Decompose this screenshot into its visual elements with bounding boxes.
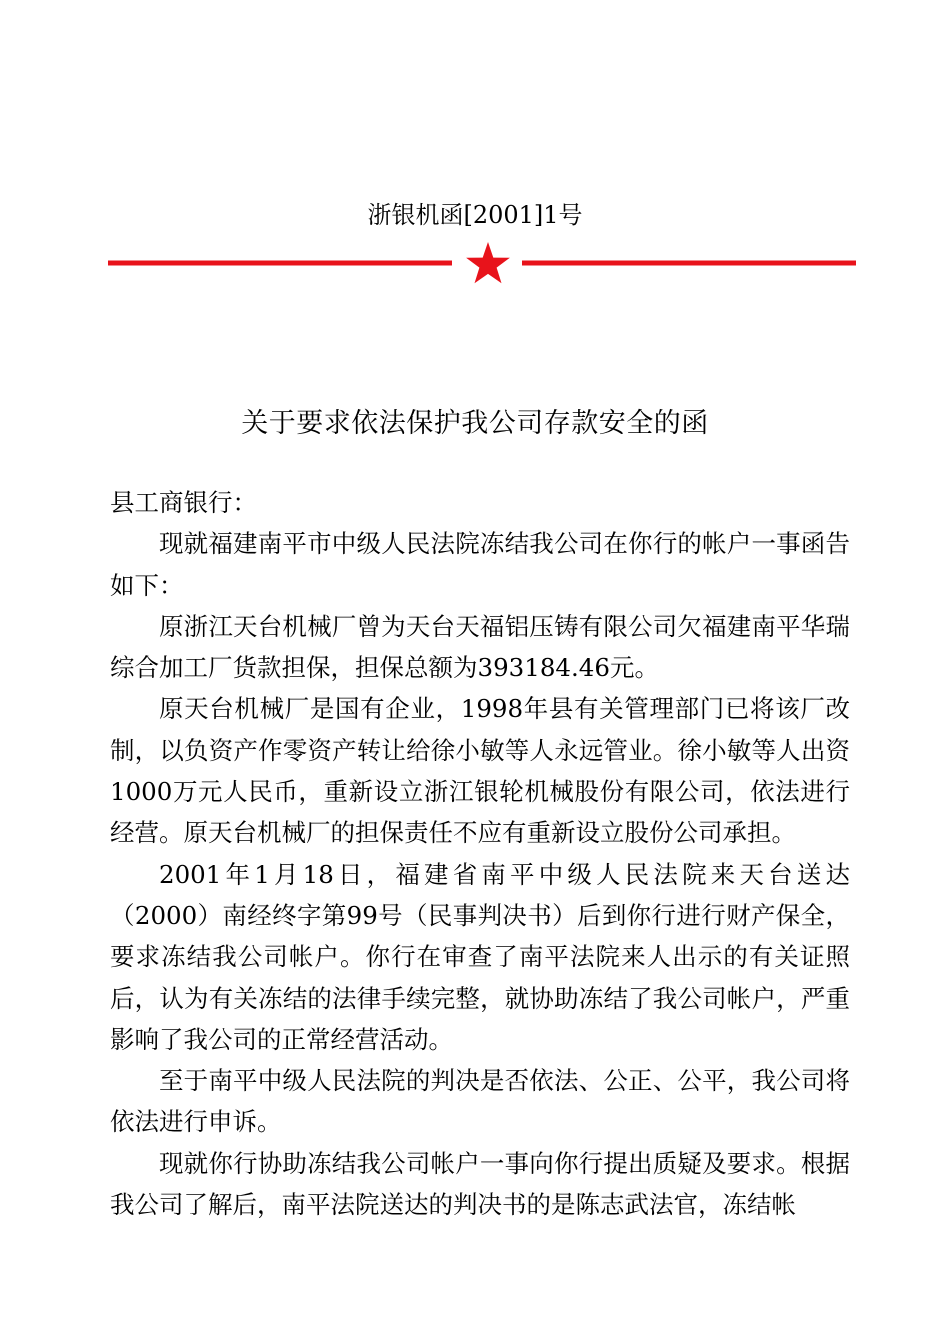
document-title: 关于要求依法保护我公司存款安全的函 [241, 408, 709, 439]
document-body [110, 482, 850, 1225]
red-rule-left-line [108, 261, 452, 266]
body-paragraph: 现就福建南平市中级人民法院冻结我公司在你行的帐户一事函告如下： [110, 529, 850, 600]
body-paragraph: 至于南平中级人民法院的判决是否依法、公正、公平，我公司将依法进行申诉。 [110, 1066, 850, 1137]
body-paragraph: 原浙江天台机械厂曾为天台天福铝压铸有限公司欠福建南平华瑞综合加工厂货款担保，担保总额为393184.46元。 [110, 611, 850, 683]
document-number: 浙银机函[2001]1号 [367, 201, 583, 229]
body-paragraph: 原天台机械厂是国有企业，1998年县有关管理部门已将该厂改制，以负资产作零资产转让给徐小敏等人永远管业。徐小敏等人出资1000万元人民币，重新设立浙江银轮机械股份有限公司，依法进行经营。原天台机械厂的担保责任不应有重新设立股份公司承担。 [110, 694, 850, 848]
red-rule-right-line [522, 261, 856, 266]
body-paragraph: 2001年1月18日，福建省南平中级人民法院来天台送达（2000）南经终字第99号（民事判决书）后到你行进行财产保全，要求冻结我公司帐户。你行在审查了南平法院来人出示的有关证照后，认为有关冻结的法律手续完整，就协助冻结了我公司帐户，严重影响了我公司的正常经营活动。 [110, 859, 850, 1054]
star-icon [466, 242, 510, 283]
salutation: 县工商银行： [110, 488, 257, 517]
body-paragraph: 现就你行协助冻结我公司帐户一事向你行提出质疑及要求。根据我公司了解后，南平法院送达的判决书的是陈志武法官，冻结帐 [110, 1148, 850, 1220]
red-header-rule [108, 238, 856, 298]
